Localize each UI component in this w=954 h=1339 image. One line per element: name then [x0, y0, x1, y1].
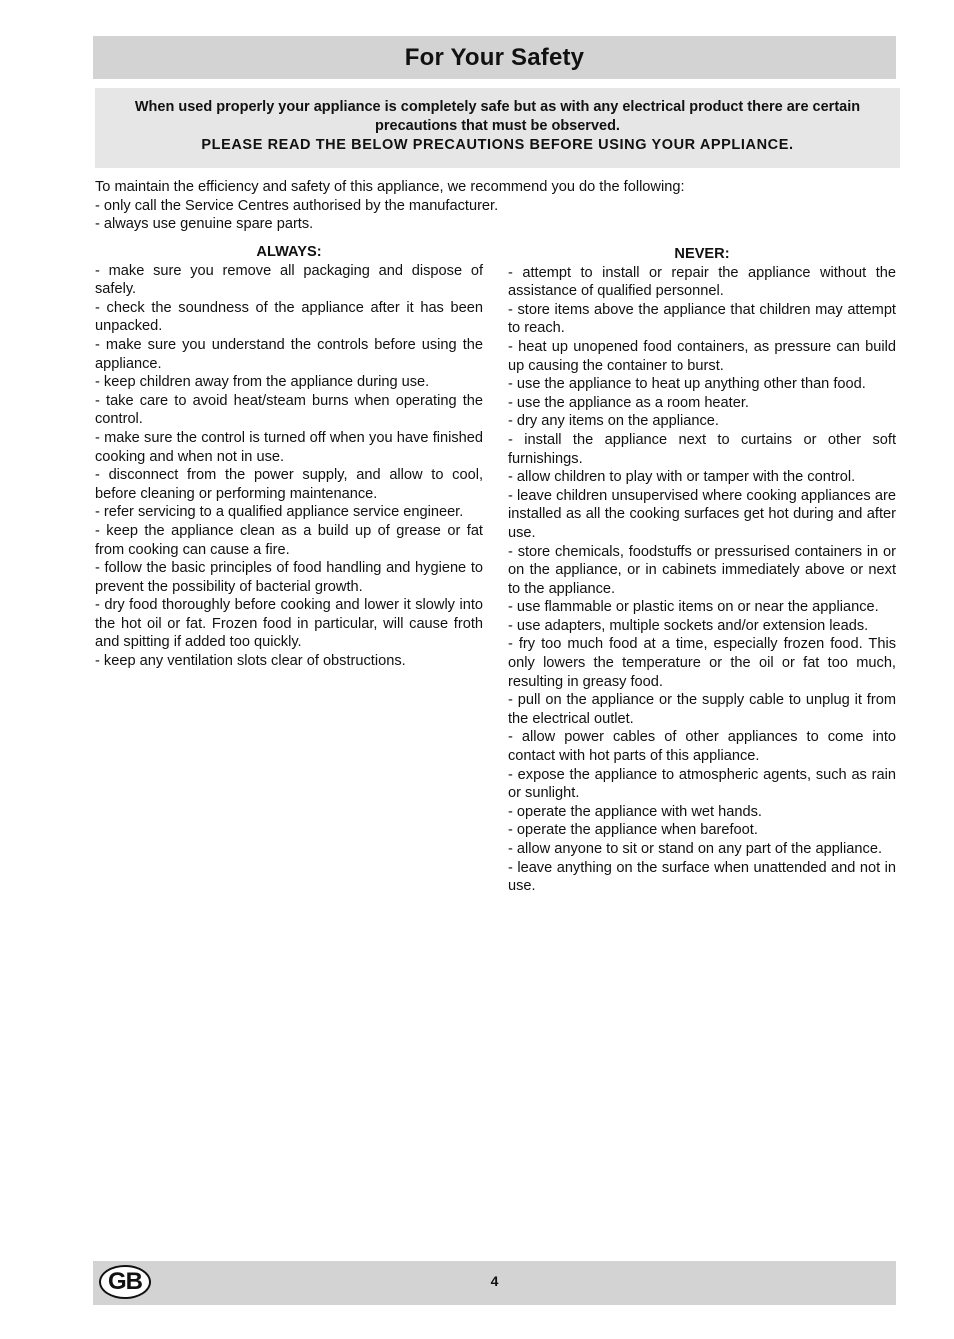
- list-item: - store items above the appliance that children may attempt to reach.: [508, 301, 896, 337]
- list-item: - install the appliance next to curtains or other soft furnishings.: [508, 431, 896, 467]
- list-item: - make sure the control is turned off when you have finished cooking and when not in use.: [95, 429, 483, 465]
- list-item: - leave children unsupervised where cooking appliances are installed as all the cooking surfaces get hot during and after use.: [508, 487, 896, 541]
- list-item: - expose the appliance to atmospheric agents, such as rain or sunlight.: [508, 766, 896, 802]
- warning-box: [95, 88, 900, 168]
- warning-text: When used properly your appliance is completely safe but as with any electrical product there are certain precautions that must be observed.: [134, 99, 861, 134]
- title-bar: [93, 36, 896, 79]
- list-item: - follow the basic principles of food handling and hygiene to prevent the possibility of bacterial growth.: [95, 560, 483, 595]
- list-item: - store chemicals, foodstuffs or pressurised containers in or on the appliance, or in cabinets immediately above or next to the appliance.: [508, 543, 896, 597]
- list-item: - attempt to install or repair the appliance without the assistance of qualified personnel.: [508, 264, 896, 300]
- warning-caps-text: PLEASE READ THE BELOW PRECAUTIONS BEFORE USING YOUR APPLIANCE.: [201, 137, 794, 153]
- list-item: - dry any items on the appliance.: [508, 413, 719, 430]
- intro-lead: To maintain the efficiency and safety of this appliance, we recommend you do the following:: [95, 179, 685, 195]
- list-item: - take care to avoid heat/steam burns when operating the control.: [95, 392, 483, 428]
- list-item: - refer servicing to a qualified appliance service engineer.: [95, 504, 464, 521]
- footer-bar: [93, 1261, 896, 1305]
- list-item: - keep any ventilation slots clear of obstructions.: [95, 653, 406, 670]
- list-item: - allow power cables of other appliances to come into contact with hot parts of this appliance.: [508, 729, 896, 765]
- never-column: [508, 245, 896, 896]
- page-title: For Your Safety: [404, 43, 585, 71]
- list-item: - use the appliance to heat up anything other than food.: [508, 376, 866, 393]
- list-item: - allow children to play with or tamper with the control.: [508, 469, 856, 486]
- never-heading: NEVER:: [674, 246, 730, 262]
- never-list: [508, 264, 896, 896]
- list-item: - allow anyone to sit or stand on any part of the appliance.: [508, 841, 882, 857]
- list-item: - keep the appliance clean as a build up of grease or fat from cooking can cause a fire.: [95, 522, 483, 558]
- list-item: - pull on the appliance or the supply cable to unplug it from the electrical outlet.: [508, 692, 896, 727]
- list-item: - disconnect from the power supply, and allow to cool, before cleaning or performing maintenance.: [95, 467, 483, 502]
- list-item: - check the soundness of the appliance after it has been unpacked.: [95, 299, 483, 335]
- list-item: - use adapters, multiple sockets and/or extension leads.: [508, 617, 869, 634]
- list-item: - use flammable or plastic items on or near the appliance.: [508, 599, 879, 616]
- list-item: - heat up unopened food containers, as pressure can build up causing the container to burst.: [508, 338, 896, 374]
- intro-item: - always use genuine spare parts.: [95, 216, 314, 233]
- list-item: - operate the appliance when barefoot.: [508, 822, 758, 839]
- page-number: 4: [490, 1273, 499, 1289]
- always-heading: ALWAYS:: [256, 244, 322, 260]
- intro-section: [95, 178, 900, 234]
- always-list: [95, 262, 483, 671]
- list-item: - fry too much food at a time, especially frozen food. This only lowers the temperature or the oil or fat too much, resulting in greasy food.: [508, 636, 896, 690]
- list-item: - use the appliance as a room heater.: [508, 394, 749, 411]
- list-item: - make sure you understand the controls before using the appliance.: [95, 336, 483, 372]
- list-item: - keep children away from the appliance during use.: [95, 374, 430, 391]
- list-item: - dry food thoroughly before cooking and lower it slowly into the hot oil or fat. Frozen food in particular, will cause froth and spitting if added too quickly.: [95, 597, 483, 651]
- always-column: [95, 243, 483, 671]
- list-item: - make sure you remove all packaging and dispose of safely.: [95, 262, 483, 298]
- list-item: - operate the appliance with wet hands.: [508, 803, 762, 820]
- gb-language-badge: GB: [99, 1265, 151, 1299]
- list-item: - leave anything on the surface when unattended and not in use.: [508, 859, 896, 895]
- intro-item: - only call the Service Centres authorised by the manufacturer.: [95, 197, 499, 214]
